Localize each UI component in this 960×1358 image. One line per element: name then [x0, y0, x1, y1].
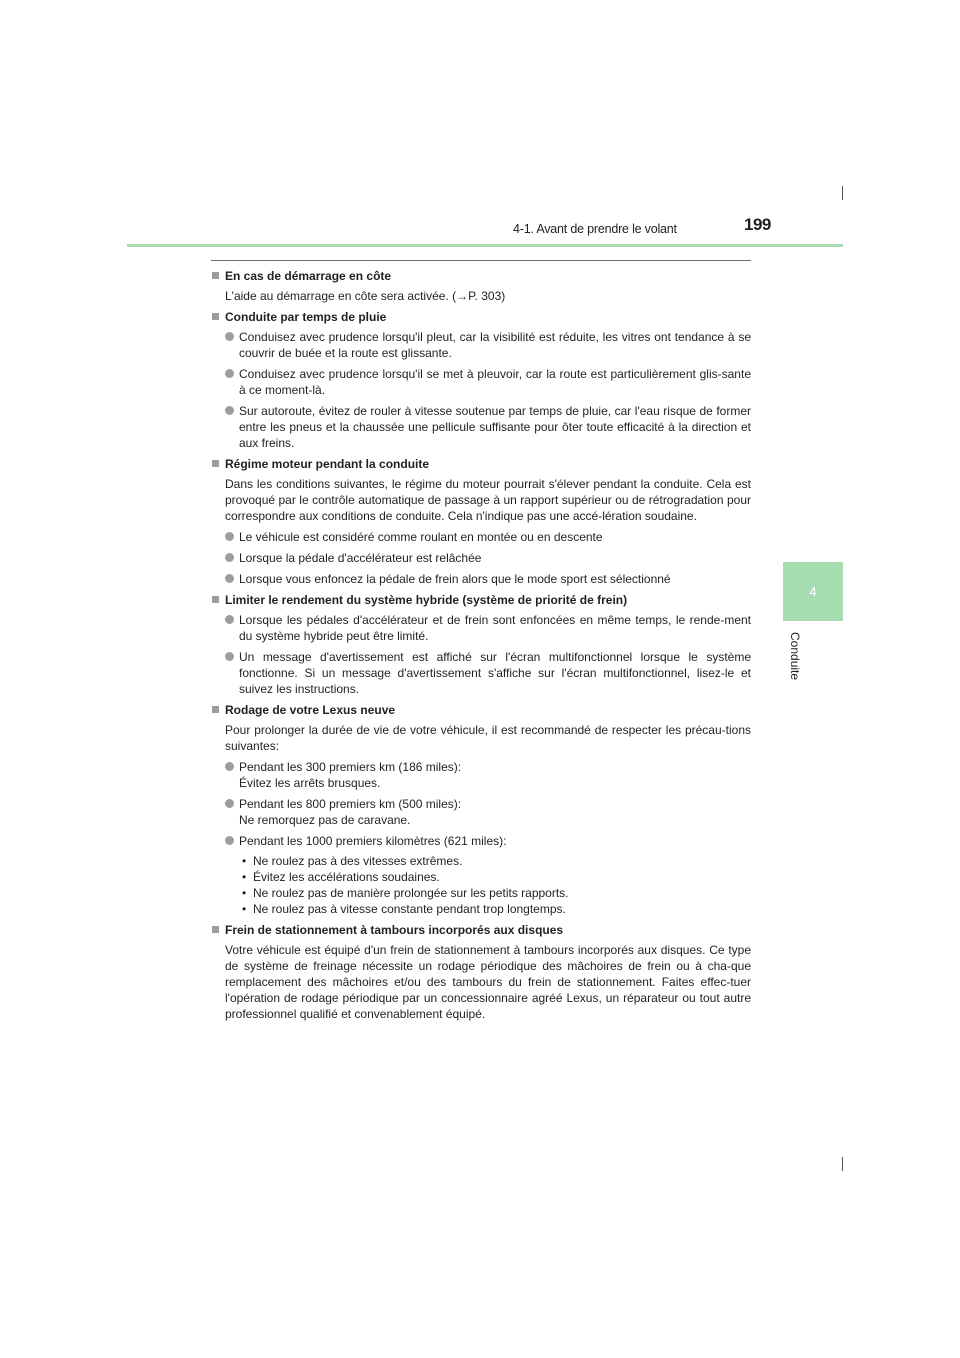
section-heading: Rodage de votre Lexus neuve [211, 702, 751, 718]
dot-bullet-icon: • [242, 854, 247, 868]
content-top-rule [211, 260, 751, 261]
section-paragraph: Dans les conditions suivantes, le régime du moteur pourrait s'élever pendant la conduite. Cela est provoqué par le contrôle automatique de passage à un rapport supérieur ou de rétrogradation pour correspondre aux conditions de conduite. Cela n'indique pas une accé-lération soudaine. [225, 477, 751, 523]
circle-bullet-icon [225, 574, 234, 583]
section-heading: En cas de démarrage en côte [211, 268, 751, 284]
section-heading: Conduite par temps de pluie [211, 309, 751, 325]
dot-bullet-icon: • [242, 886, 247, 900]
circle-bullet-icon [225, 532, 234, 541]
circle-bullet-icon [225, 836, 234, 845]
section-paragraph: Votre véhicule est équipé d'un frein de stationnement à tambours incorporés aux disques. Ce type de système de freinage nécessite un rodage périodique des mâchoires de frein ou à cha-que remplacement des mâchoires et/ou des tambours du frein de stationnement. Faites effec-tuer l'opération de rodage périodique par un concessionnaire agréé Lexus, un réparateur ou tout autre professionnel qualifié et convenablement équipé. [225, 943, 751, 1021]
list-item: Pendant les 300 premiers km (186 miles): Évitez les arrêts brusques. [211, 759, 751, 791]
list-item: Conduisez avec prudence lorsqu'il pleut, car la visibilité est réduite, les vitres ont tendance à se couvrir de buée et la route est glissante. [211, 329, 751, 361]
running-header-section: 4-1. Avant de prendre le volant [513, 222, 677, 236]
dot-bullet-icon: • [242, 902, 247, 916]
square-bullet-icon [212, 460, 219, 467]
list-item: Lorsque les pédales d'accélérateur et de frein sont enfoncées en même temps, le rende-ment du système hybride peut être limité. [211, 612, 751, 644]
page-content [211, 268, 751, 1027]
list-item: Sur autoroute, évitez de rouler à vitesse soutenue par temps de pluie, car l'eau risque de former entre les pneus et la chaussée une pellicule suffisante pour ôter toute efficacité à la direction et aux freins. [211, 403, 751, 451]
square-bullet-icon [212, 313, 219, 320]
list-item: Un message d'avertissement est affiché sur l'écran multifonctionnel lorsque le système fonctionne. Si un message d'avertissement s'affiche sur l'écran multifonctionnel, lisez-le et suivez les instructions. [211, 649, 751, 697]
chapter-label: Conduite [788, 632, 802, 681]
section-paragraph: Pour prolonger la durée de vie de votre véhicule, il est recommandé de respecter les précau-tions suivantes: [225, 723, 751, 753]
sub-list [211, 853, 751, 917]
circle-bullet-icon [225, 799, 234, 808]
chapter-tab [783, 562, 843, 621]
list-item: Conduisez avec prudence lorsqu'il se met à pleuvoir, car la route est particulièrement glis-sante à ce moment-là. [211, 366, 751, 398]
page-number: 199 [744, 215, 771, 234]
crop-mark-bottom [842, 1157, 843, 1171]
circle-bullet-icon [225, 615, 234, 624]
dot-bullet-icon: • [242, 870, 247, 884]
sub-list-item: • Ne roulez pas de manière prolongée sur les petits rapports. [242, 886, 569, 900]
circle-bullet-icon [225, 553, 234, 562]
list-item: Lorsque vous enfoncez la pédale de frein alors que le mode sport est sélectionné [211, 571, 751, 587]
square-bullet-icon [212, 272, 219, 279]
circle-bullet-icon [225, 652, 234, 661]
sub-list-item: • Ne roulez pas à des vitesses extrêmes. [242, 854, 463, 868]
circle-bullet-icon [225, 332, 234, 341]
header-rule [127, 244, 843, 247]
sub-list-item: • Évitez les accélérations soudaines. [242, 870, 440, 884]
list-item: Lorsque la pédale d'accélérateur est relâchée [211, 550, 751, 566]
crop-mark-top [842, 186, 843, 200]
list-item: Pendant les 800 premiers km (500 miles): Ne remorquez pas de caravane. [211, 796, 751, 828]
square-bullet-icon [212, 926, 219, 933]
section-heading: Limiter le rendement du système hybride (système de priorité de frein) [211, 592, 751, 608]
square-bullet-icon [212, 706, 219, 713]
chapter-number: 4 [809, 584, 817, 599]
list-item: Le véhicule est considéré comme roulant en montée ou en descente [211, 529, 751, 545]
sub-list-item: • Ne roulez pas à vitesse constante pendant trop longtemps. [242, 902, 566, 916]
list-item: Pendant les 1000 premiers kilomètres (621 miles): [211, 833, 751, 849]
circle-bullet-icon [225, 369, 234, 378]
section-paragraph: L'aide au démarrage en côte sera activée. (→P. 303) [225, 289, 506, 303]
square-bullet-icon [212, 596, 219, 603]
circle-bullet-icon [225, 762, 234, 771]
circle-bullet-icon [225, 406, 234, 415]
section-heading: Frein de stationnement à tambours incorporés aux disques [211, 922, 751, 938]
section-heading: Régime moteur pendant la conduite [211, 456, 751, 472]
